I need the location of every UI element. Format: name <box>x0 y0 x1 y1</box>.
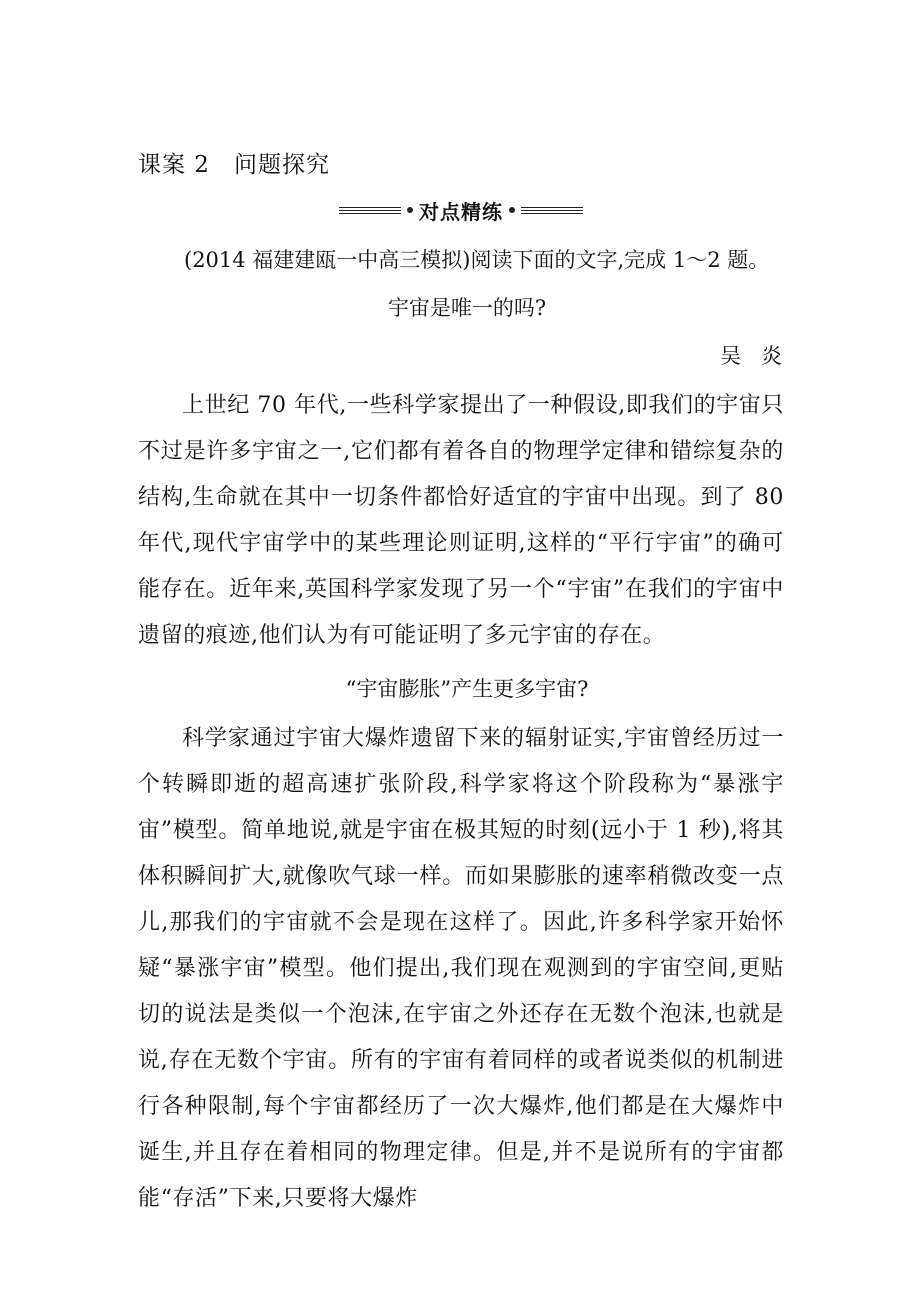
source-instruction: (2014 福建建瓯一中高三模拟)阅读下面的文字,完成 1～2 题。 <box>184 248 770 272</box>
lesson-title: 课案 2 问题探究 <box>138 152 330 178</box>
banner-left-dot <box>407 207 413 213</box>
body-paragraph-1: 上世纪 70 年代,一些科学家提出了一种假设,即我们的宇宙只不过是许多宇宙之一,它们都有着各自的物理学定律和错综复杂的结构,生命就在其中一切条件都恰好适宜的宇宙中出现。到了 80 年代,现代宇宙学中的某些理论则证明,这样的“平行宇宙”的确可能存在。近年来,英国科学家发现了另一个“宇宙”在我们的宇宙中遗留的痕迹,他们认为有可能证明了多元宇宙的存在。 <box>138 393 784 648</box>
article-subheading: “宇宙膨胀”产生更多宇宙? <box>345 677 589 701</box>
body-paragraph-2: 科学家通过宇宙大爆炸遗留下来的辐射证实,宇宙曾经历过一个转瞬即逝的超高速扩张阶段,科学家将这个阶段称为“暴涨宇宙”模型。简单地说,就是宇宙在极其短的时刻(远小于 1 秒),将其体积瞬间扩大,就像吹气球一样。而如果膨胀的速率稍微改变一点儿,那我们的宇宙就不会是现在这样了。因此,许多科学家开始怀疑“暴涨宇宙”模型。他们提出,我们现在观测到的宇宙空间,更贴切的说法是类似一个泡沫,在宇宙之外还存在无数个泡沫,也就是说,存在无数个宇宙。所有的宇宙有着同样的或者说类似的机制进行各种限制,每个宇宙都经历了一次大爆炸,他们都是在大爆炸中诞生,并且存在着相同的物理定律。但是,并不是说所有的宇宙都能“存活”下来,只要将大爆炸 <box>138 726 784 1211</box>
section-banner <box>336 196 586 224</box>
banner-right-rule <box>521 207 583 214</box>
article-title: 宇宙是唯一的吗? <box>387 296 547 320</box>
banner-left-rule <box>339 207 401 214</box>
banner-right-dot <box>509 207 515 213</box>
section-banner-title: 对点精练 <box>419 199 503 224</box>
article-author: 吴炎 <box>720 344 802 368</box>
